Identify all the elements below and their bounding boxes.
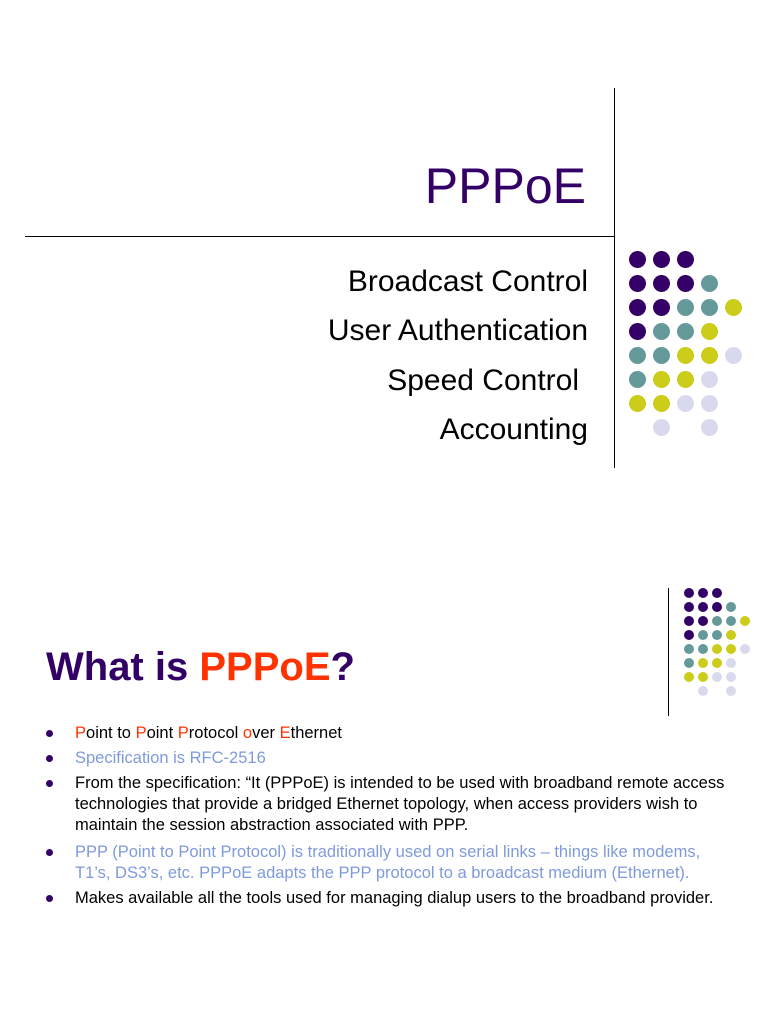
decorative-dot xyxy=(701,371,718,388)
decorative-dot xyxy=(653,299,670,316)
decorative-dot xyxy=(712,658,722,668)
decorative-dot xyxy=(684,630,694,640)
decorative-dot xyxy=(629,323,646,340)
decorative-dot xyxy=(698,658,708,668)
decorative-dot xyxy=(740,644,750,654)
slide1-item-user-authentication: User Authentication xyxy=(327,314,588,347)
decorative-dot xyxy=(698,630,708,640)
decorative-dot xyxy=(677,323,694,340)
decorative-dot xyxy=(701,395,718,412)
decorative-dot xyxy=(712,672,722,682)
decorative-dot xyxy=(653,251,670,268)
bullet-marker xyxy=(46,895,53,902)
slide1-title: PPPoE xyxy=(424,158,586,214)
slide1-item-speed-control: Speed Control xyxy=(387,364,579,397)
bullet-text-tools: Makes available all the tools used for managing dialup users to the broadband provider. xyxy=(75,889,714,907)
decorative-dot xyxy=(698,588,708,598)
slide2-title-suffix: ? xyxy=(330,645,355,689)
decorative-dot xyxy=(701,323,718,340)
decorative-dot xyxy=(712,644,722,654)
decorative-dot xyxy=(712,602,722,612)
bullet-text-definition: Point to Point Protocol over Ethernet xyxy=(75,724,342,742)
decorative-dot xyxy=(684,588,694,598)
bullet-marker xyxy=(46,730,53,737)
bullet-item-specification xyxy=(46,748,726,769)
decorative-dot xyxy=(684,644,694,654)
decorative-dot xyxy=(726,616,736,626)
decorative-dot xyxy=(701,419,718,436)
decorative-dot xyxy=(726,658,736,668)
decorative-dot xyxy=(698,616,708,626)
decorative-dot xyxy=(725,347,742,364)
decorative-dot xyxy=(725,299,742,316)
title-vertical-divider xyxy=(614,88,615,468)
bullet-text-quote: From the specification: “It (PPPoE) is intended to be used with broadband remote access technologies that provide a bridged Ethernet topology, when access providers wish to maintain the session abstraction associated with PPP. xyxy=(75,774,725,834)
decorative-dot xyxy=(726,602,736,612)
decorative-dot xyxy=(701,347,718,364)
bullet-item-ppp xyxy=(46,842,726,884)
decorative-dot xyxy=(740,616,750,626)
decorative-dot xyxy=(629,275,646,292)
decorative-dot xyxy=(726,686,736,696)
decorative-dot xyxy=(653,347,670,364)
slide1-item-broadcast-control: Broadcast Control xyxy=(347,265,588,298)
decorative-dot xyxy=(712,630,722,640)
decorative-dot xyxy=(653,275,670,292)
decorative-dot xyxy=(684,658,694,668)
decorative-dot xyxy=(726,644,736,654)
bullet-text-ppp: PPP (Point to Point Protocol) is traditionally used on serial links – things like modems, T1’s, DS3’s, etc. PPPoE adapts the PPP protocol to a broadcast medium (Ethernet). xyxy=(75,843,701,882)
decorative-dot xyxy=(677,299,694,316)
slide1-item-accounting: Accounting xyxy=(439,413,588,446)
decorative-dot xyxy=(698,672,708,682)
bullet-text-specification: Specification is RFC-2516 xyxy=(75,749,266,767)
decorative-dot xyxy=(629,347,646,364)
decorative-dot xyxy=(629,395,646,412)
decorative-dot xyxy=(677,371,694,388)
slide2-vertical-divider xyxy=(668,588,669,716)
bullet-item-quote xyxy=(46,773,726,836)
decorative-dot xyxy=(653,371,670,388)
decorative-dot xyxy=(684,672,694,682)
decorative-dot xyxy=(726,630,736,640)
decorative-dot xyxy=(684,602,694,612)
bullet-item-tools xyxy=(46,888,726,909)
slide2-title xyxy=(46,643,355,691)
bullet-marker xyxy=(46,755,53,762)
decorative-dot xyxy=(684,616,694,626)
decorative-dot xyxy=(712,616,722,626)
decorative-dot xyxy=(653,419,670,436)
title-horizontal-divider xyxy=(25,236,615,237)
decorative-dot xyxy=(629,371,646,388)
bullet-marker xyxy=(46,849,53,856)
decorative-dot xyxy=(677,251,694,268)
decorative-dot xyxy=(629,299,646,316)
decorative-dot xyxy=(677,395,694,412)
decorative-dot xyxy=(677,275,694,292)
decorative-dot xyxy=(701,299,718,316)
decorative-dot xyxy=(629,251,646,268)
decorative-dot xyxy=(653,323,670,340)
decorative-dot xyxy=(701,275,718,292)
decorative-dot xyxy=(677,347,694,364)
bullet-marker xyxy=(46,780,53,787)
decorative-dot xyxy=(698,644,708,654)
slide2-title-prefix: What is xyxy=(46,645,200,689)
bullet-item-definition xyxy=(46,723,726,744)
decorative-dot xyxy=(698,602,708,612)
decorative-dot xyxy=(653,395,670,412)
bullet-list xyxy=(46,723,726,913)
slide2-title-highlight: PPPoE xyxy=(199,645,331,689)
decorative-dot xyxy=(726,672,736,682)
decorative-dot xyxy=(712,588,722,598)
decorative-dot xyxy=(698,686,708,696)
